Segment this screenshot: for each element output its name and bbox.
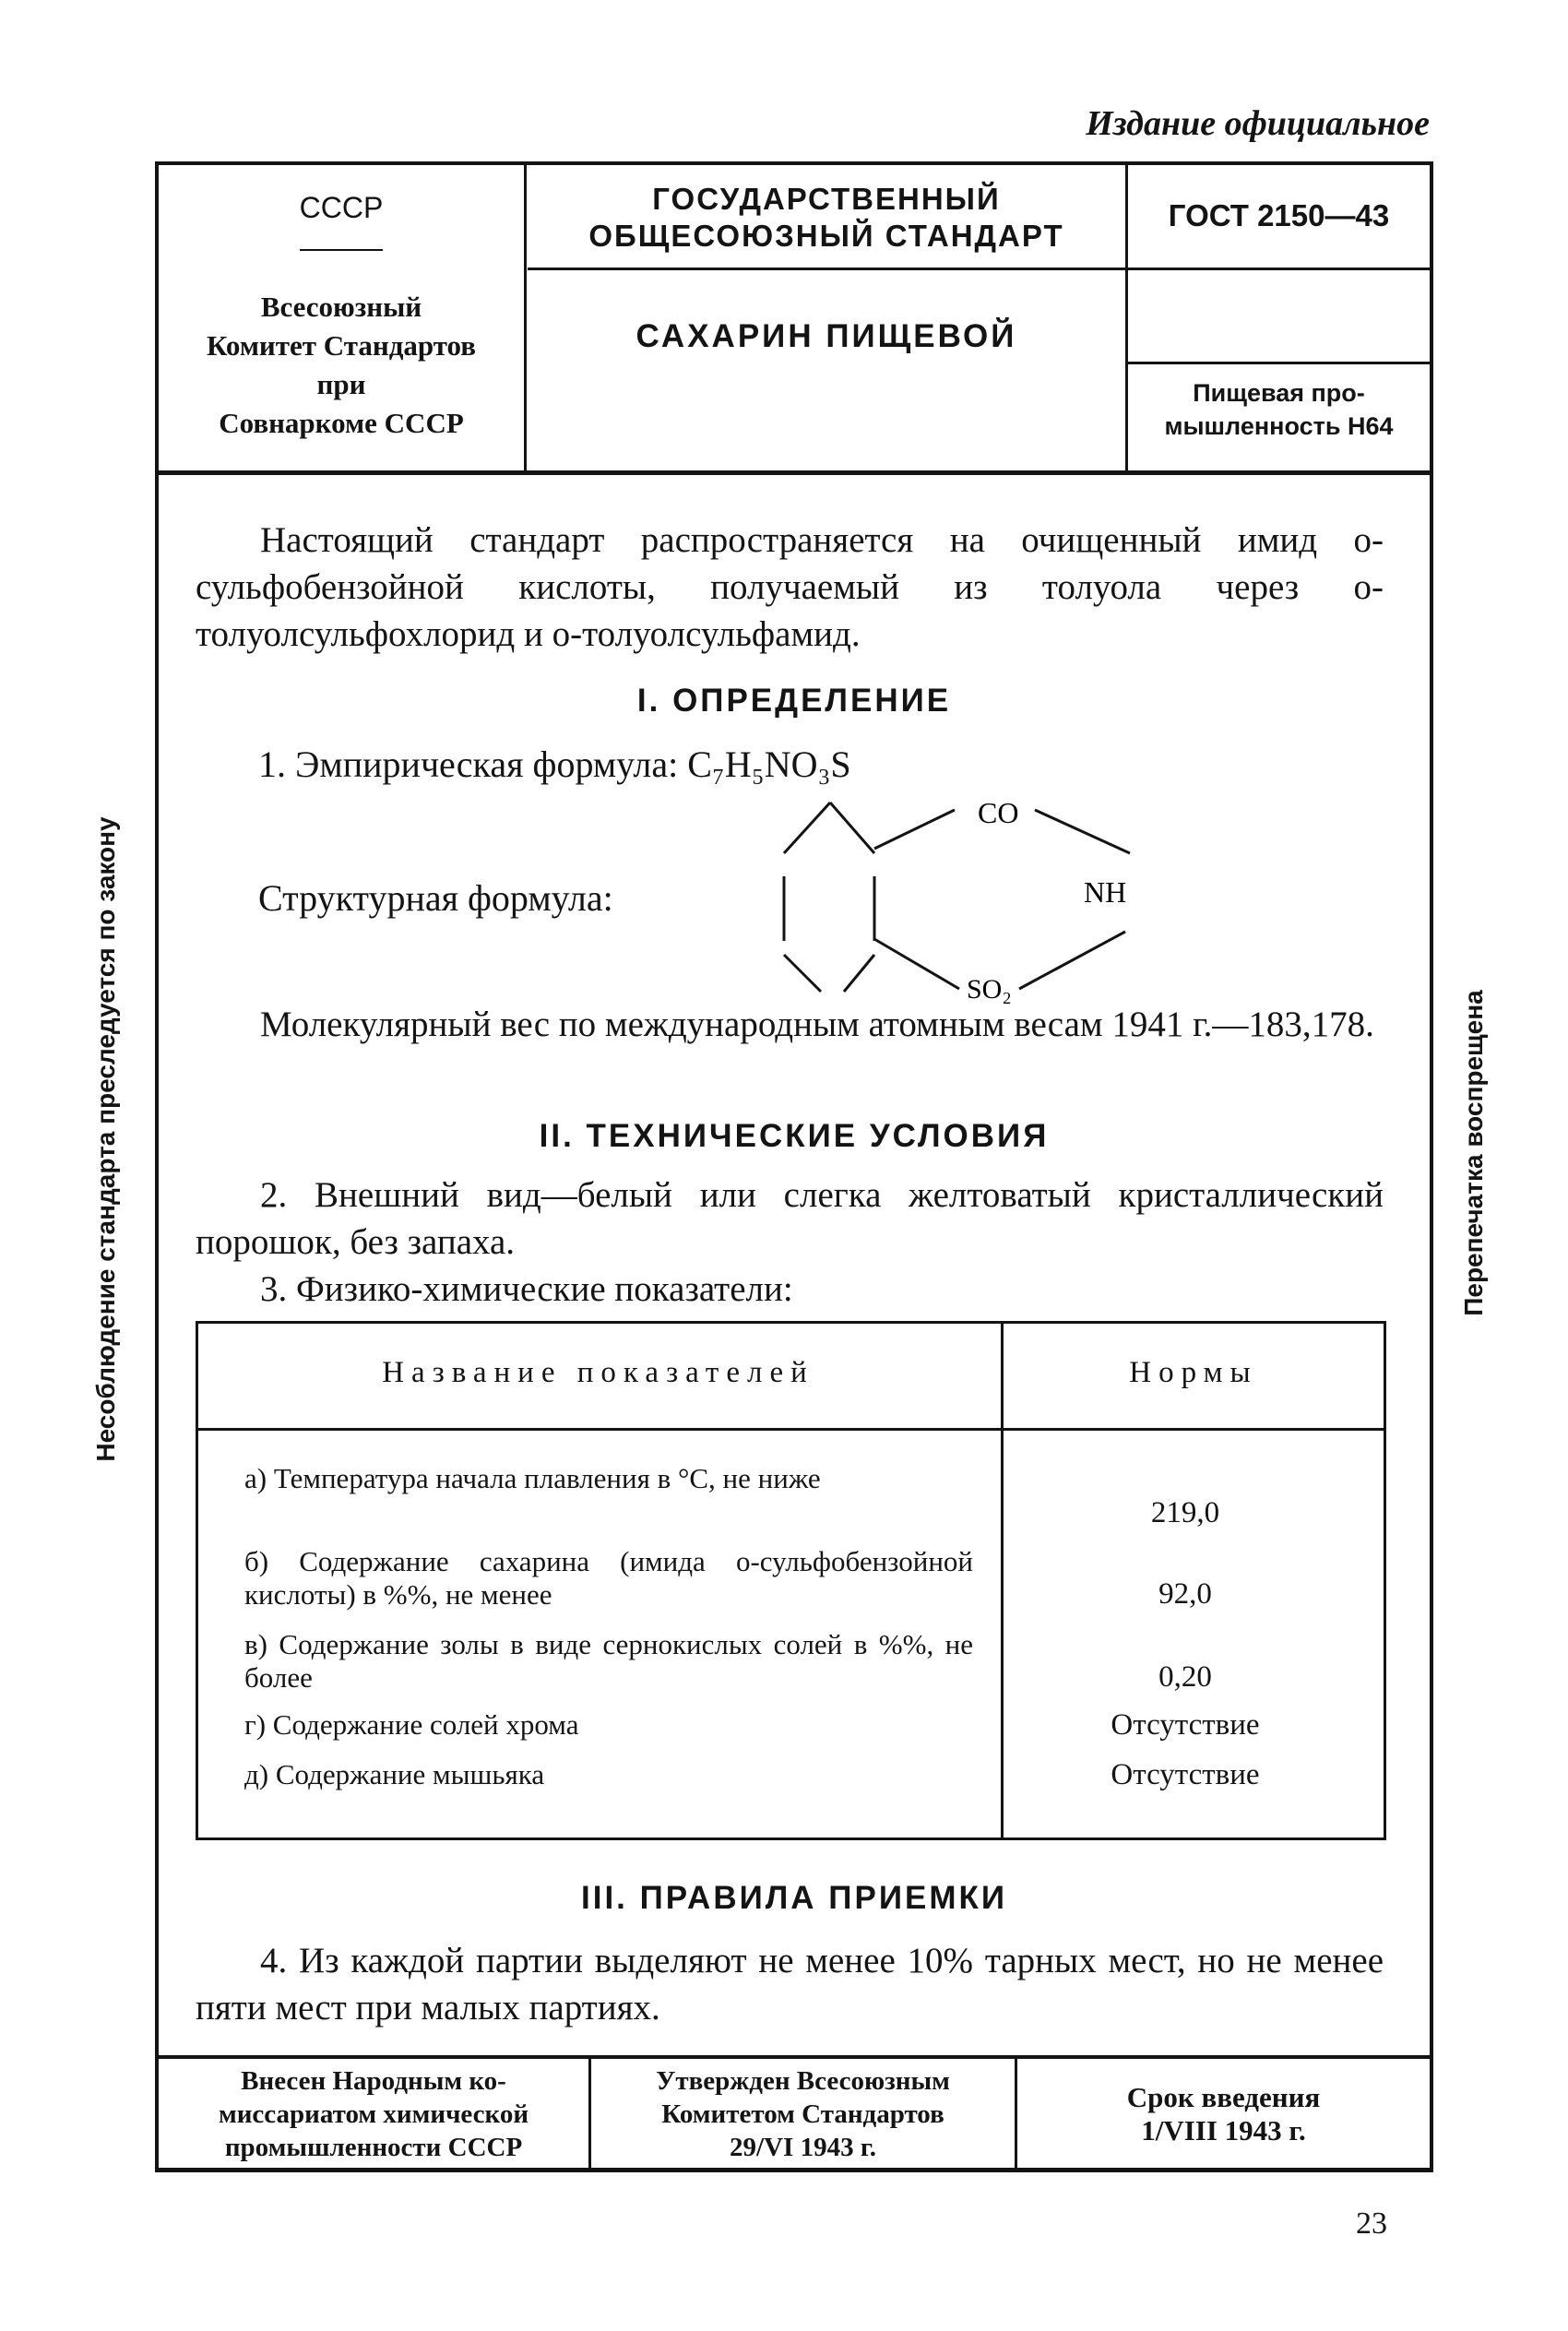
table-row-value: 219,0 — [1150, 1496, 1220, 1529]
ring-bond — [830, 803, 874, 853]
table-header-norm: Нормы — [1129, 1356, 1258, 1389]
side-notice-right: Перепечатка воспрещена — [1459, 990, 1488, 1316]
table-row-value: Отсутствие — [1111, 1708, 1260, 1742]
molecular-weight: Молекулярный вес по международным атомным весам 1941 г.—183,178. — [260, 1005, 1374, 1044]
table-row-name: д) Содержание мышьяка — [244, 1758, 545, 1790]
header-org-line: при — [316, 368, 366, 400]
structural-formula-label: Структурная формула: — [258, 877, 613, 919]
empirical-formula-value: C₇H₅NO₃S — [687, 743, 851, 785]
standard-type-line: ОБЩЕСОЮЗНЫЙ СТАНДАРТ — [588, 219, 1064, 253]
table-bottom-rule — [196, 1837, 1385, 1840]
so2-nh-bond — [1019, 932, 1125, 989]
header-right-rule-1 — [1128, 268, 1430, 270]
header-org-line: Совнаркоме СССР — [219, 407, 464, 439]
header-org-line: Всесоюзный — [260, 291, 422, 323]
footer-approved-line: 29/VI 1943 г. — [730, 2133, 876, 2162]
table-header-name: Название показателей — [382, 1356, 814, 1389]
footer-approved-line: Утвержден Всесоюзным — [656, 2066, 950, 2096]
footer-bottom-rule — [155, 2168, 1433, 2172]
co-nh-bond — [1035, 810, 1130, 853]
ring-bond — [784, 955, 821, 992]
page-number: 23 — [1356, 2206, 1387, 2241]
item-4-sampling: 4. Из каждой партии выделяют не менее 10% тарных мест, но не менее пяти мест при малых партиях. — [196, 1941, 1384, 2028]
table-row-value: 92,0 — [1158, 1577, 1212, 1611]
footer-introduced — [159, 2064, 588, 2164]
footer-introduced-line: Внесен Народным ко- — [241, 2066, 506, 2096]
industry-branch-line: мышленность Н64 — [1164, 412, 1394, 440]
footer-effective — [1017, 2081, 1430, 2147]
intro-paragraph: Настоящий стандарт распространяется на очищенный имид о-сульфобензойной кислоты, получаемый из толуола через о-толуолсульфохлорид и о-толуолсульфамид. — [196, 520, 1384, 654]
table-row-name: в) Содержание золы в виде сернокислых солей в %%, не более — [244, 1628, 973, 1694]
table-row-name: г) Содержание солей хрома — [244, 1708, 579, 1741]
standard-type-line: ГОСУДАРСТВЕННЫЙ — [652, 182, 1001, 216]
header-country-dash — [300, 249, 383, 251]
edition-label: Издание официальное — [1086, 104, 1430, 143]
struct-so2: SO₂ — [967, 974, 1012, 1005]
header-country: СССР — [299, 191, 384, 224]
table-left-rule — [196, 1321, 198, 1840]
header-top-rule — [155, 161, 1433, 165]
footer-approved — [591, 2064, 1015, 2164]
section-2-heading: II. ТЕХНИЧЕСКИЕ УСЛОВИЯ — [539, 1118, 1050, 1154]
table-header-rule — [196, 1428, 1385, 1431]
footer-top-rule — [155, 2055, 1433, 2059]
header-divider-1 — [524, 161, 527, 473]
item-3-label: 3. Физико-химические показатели: — [260, 1269, 793, 1309]
footer-effective-line: Срок введения — [1126, 2081, 1321, 2113]
document-title: САХАРИН ПИЩЕВОЙ — [636, 318, 1017, 354]
footer-effective-line: 1/VIII 1943 г. — [1141, 2114, 1306, 2147]
header-org — [159, 288, 524, 443]
struct-co: CO — [978, 796, 1019, 829]
so2-bond — [874, 939, 959, 989]
gost-code: ГОСТ 2150—43 — [1168, 198, 1390, 232]
empirical-formula-label: 1. Эмпирическая формула: — [258, 743, 679, 785]
table-right-rule — [1384, 1321, 1386, 1840]
header-bottom-rule — [155, 470, 1433, 475]
footer-introduced-line: промышленности СССР — [224, 2133, 523, 2162]
table-top-rule — [196, 1321, 1385, 1324]
header-right-rule-2 — [1128, 362, 1430, 364]
section-3-heading: III. ПРАВИЛА ПРИЕМКИ — [581, 1880, 1007, 1916]
struct-nh: NH — [1084, 875, 1127, 909]
ring-bond — [784, 803, 830, 853]
table-row-name: б) Содержание сахарина (имида о-сульфобензойной кислоты) в %%, не менее — [244, 1545, 973, 1611]
co-bond — [874, 810, 955, 849]
left-page-rule — [155, 161, 159, 2172]
header-org-line: Комитет Стандартов — [206, 329, 477, 362]
footer-approved-line: Комитетом Стандартов — [661, 2099, 944, 2129]
side-notice-left: Несоблюдение стандарта преследуется по закону — [91, 816, 120, 1462]
table-row-value: 0,20 — [1158, 1660, 1212, 1694]
table-row-value: Отсутствие — [1111, 1758, 1260, 1791]
footer-introduced-line: миссариатом химической — [218, 2099, 529, 2129]
industry-branch-line: Пищевая про- — [1193, 379, 1365, 407]
section-1-heading: I. ОПРЕДЕЛЕНИЕ — [636, 683, 952, 719]
table-row-name: а) Температура начала плавления в °С, не ниже — [244, 1462, 821, 1494]
standard-type — [528, 181, 1125, 255]
structural-formula-diagram — [766, 784, 1162, 1005]
industry-branch — [1128, 376, 1430, 443]
right-page-rule — [1430, 161, 1433, 2172]
item-2-appearance: 2. Внешний вид—белый или слегка желтоватый кристаллический порошок, без запаха. — [196, 1175, 1384, 1262]
ring-bond — [844, 955, 874, 992]
empirical-formula-line — [258, 743, 851, 786]
header-center-rule — [528, 268, 1125, 270]
